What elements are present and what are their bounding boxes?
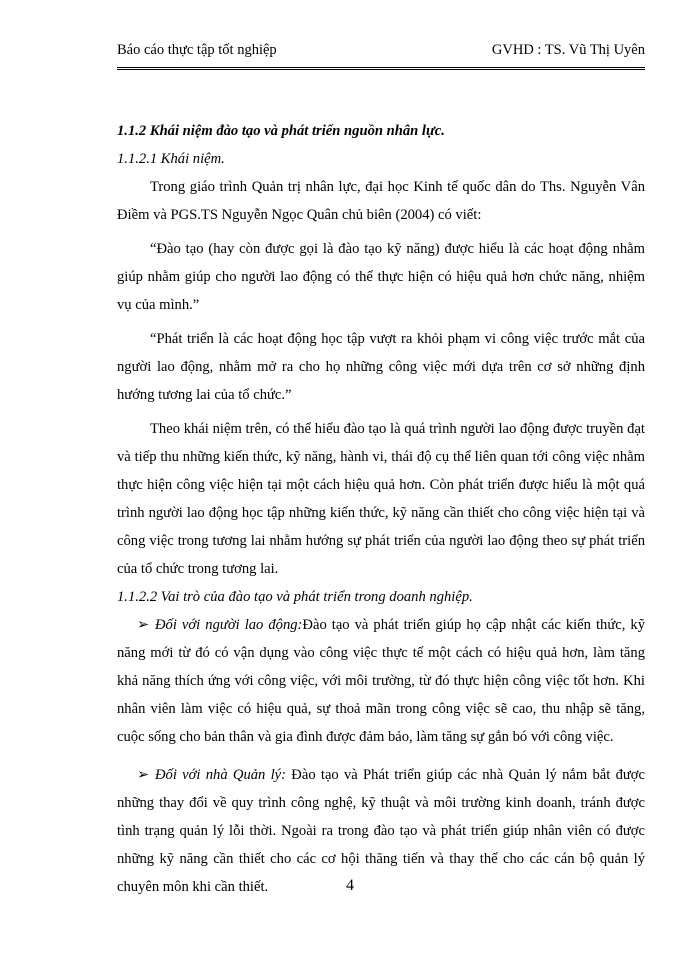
subsection-heading-concept: 1.1.2.1 Khái niệm. [117, 151, 225, 167]
arrow-bullet-icon: ➢ [137, 617, 150, 633]
section-heading: 1.1.2 Khái niệm đào tạo và phát triển nguồn nhân lực. [117, 123, 445, 139]
bullet-manager-lead: Đối với nhà Quản lý: [155, 767, 287, 783]
paragraph-source: Trong giáo trình Quản trị nhân lực, đại học Kinh tế quốc dân do Ths. Nguyễn Vân Điềm và PGS.TS Nguyễn Ngọc Quân chủ biên (2004) có viết: [117, 179, 645, 223]
page-number: 4 [346, 877, 354, 894]
quote-development: “Phát triển là các hoạt động học tập vượt ra khỏi phạm vi công việc trước mắt của người lao động, nhằm mở ra cho họ những công việc mới dựa trên cơ sở những định hướng tương lai của tổ chức.” [117, 331, 645, 403]
header-advisor: GVHD : TS. Vũ Thị Uyên [491, 42, 645, 58]
bullet-employee [117, 611, 645, 751]
bullet-manager-text: Đào tạo và Phát triển giúp các nhà Quản lý nắm bắt được những thay đổi về quy trình công nghệ, kỹ thuật và môi trường kinh doanh, tránh được tình trạng quản lý lỗi thời. Ngoài ra trong đào tạo và phát triển giúp nhân viên có được những kỹ năng cần thiết cho các cơ hội thăng tiến và thay thế cho các cán bộ quản lý chuyên môn khi cần thiết. [117, 767, 645, 895]
header-divider [117, 67, 645, 70]
bullet-employee-text: Đào tạo và phát triển giúp họ cập nhật các kiến thức, kỹ năng mới từ đó có vận dụng vào công việc thực tế một cách có hiệu quả hơn, làm tăng khả năng thích ứng với công việc, với môi trường, từ đó thực hiện công việc tốt hơn. Khi nhân viên làm việc có hiệu quả, sự thoả mãn trong công việc sẽ cao, thu nhập sẽ tăng, cuộc sống cho bản thân và gia đình được đảm bảo, làm tăng sự gắn bó với công việc. [117, 617, 645, 745]
bullet-employee-lead: Đối với người lao động: [155, 617, 303, 633]
header-title: Báo cáo thực tập tốt nghiệp [117, 42, 277, 58]
subsection-heading-role: 1.1.2.2 Vai trò của đào tạo và phát triển trong doanh nghiệp. [117, 589, 473, 605]
page-header [117, 40, 645, 60]
arrow-bullet-icon: ➢ [137, 767, 150, 783]
paragraph-explanation: Theo khái niệm trên, có thể hiểu đào tạo là quá trình người lao động được truyền đạt và tiếp thu những kiến thức, kỹ năng, hành vi, thái độ cụ thể liên quan tới công việc nhằm thực hiện công việc hiện tại một cách hiệu quả hơn. Còn phát triển được hiểu là một quá trình người lao động học tập những kiến thức, kỹ năng cần thiết cho công việc hiện tại và công việc trong tương lai nhằm hướng sự phát triển của người lao động theo sự phát triển của tổ chức trong tương lai. [117, 421, 645, 577]
document-body [117, 117, 645, 901]
quote-training: “Đào tạo (hay còn được gọi là đào tạo kỹ năng) được hiểu là các hoạt động nhằm giúp nhằm giúp cho người lao động có thể thực hiện có hiệu quả hơn chức năng, nhiệm vụ của mình.” [117, 241, 645, 313]
